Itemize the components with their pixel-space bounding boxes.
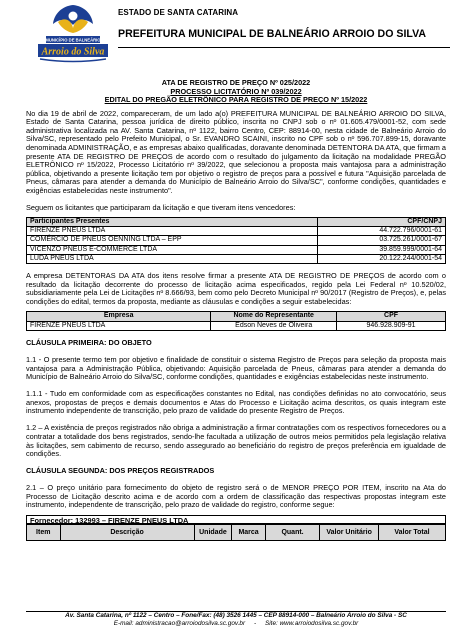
participants-header-name: Participantes Presentes [27, 218, 318, 227]
logo-top-text: MUNICÍPIO DE BALNEÁRIO [45, 37, 101, 43]
empresa-cpf: 946.928.909-91 [337, 321, 446, 330]
footer-email: E-mail: administracao@arroiodosilva.sc.gov.br [113, 620, 246, 628]
clausula1-title: CLÁUSULA PRIMEIRA: DO OBJETO [26, 338, 152, 348]
state-name: ESTADO DE SANTA CATARINA [118, 8, 239, 17]
items-header-unit: Unidade [194, 525, 232, 541]
document-body [26, 79, 446, 541]
participant-cnpj: 44.722.796/0001-61 [318, 227, 446, 236]
empresa-company: FIRENZE PNEUS LTDA [27, 321, 211, 330]
empresa-table [26, 311, 446, 330]
header-divider [118, 47, 450, 48]
items-table [26, 524, 446, 541]
participant-name: LUDA PNEUS LTDA [27, 254, 318, 263]
table-row [27, 227, 446, 236]
table-row [27, 236, 446, 245]
footer-contact [26, 620, 446, 628]
logo-main-text: Arroio do Silva [41, 46, 105, 58]
table-row [27, 321, 446, 330]
participant-cnpj: 39.859.999/0001-64 [318, 245, 446, 254]
letterhead [118, 8, 426, 40]
empresa-header-cpf: CPF [337, 312, 446, 321]
clausula2-title: CLÁUSULA SEGUNDA: DOS PREÇOS REGISTRADOS [26, 466, 215, 476]
participants-table [26, 217, 446, 263]
document-title [26, 79, 446, 105]
participants-header-cnpj: CPF/CNPJ [318, 218, 446, 227]
footer [26, 612, 446, 629]
items-header-brand: Marca [232, 525, 266, 541]
title-processo: PROCESSO LICITATÓRIO Nº 039/2022 [170, 86, 302, 96]
participant-name: FIRENZE PNEUS LTDA [27, 227, 318, 236]
fornecedor-label: Fornecedor: 132993 – FIRENZE PNEUS LTDA [26, 515, 446, 525]
title-ata: ATA DE REGISTRO DE PREÇO Nº 025/2022 [161, 78, 311, 87]
title-edital: EDITAL DO PREGÃO ELETRÔNICO PARA REGISTRO DE PREÇO Nº 15/2022 [104, 95, 368, 105]
clausula2-1: 2.1 – O preço unitário para fornecimento do objeto de registro será o de MENOR PREÇO POR ITEM, inscrito na Ata do Processo de Licitação descrito acima e de acordo com a ordem de classificação das respectivas propostas integram este instrumento, independente de transcrição, pelo prazo de validade do registro, conforme segue: [26, 483, 446, 510]
items-header-description: Descrição [60, 525, 194, 541]
prefeitura-name: PREFEITURA MUNICIPAL DE BALNEÁRIO ARROIO DO SILVA [118, 28, 427, 40]
empresa-representative: Edson Neves de Oliveira [211, 321, 337, 330]
table-row [27, 245, 446, 254]
participant-name: VICENZO PNEUS E-COMMERCE LTDA [27, 245, 318, 254]
clausula1-1: 1.1 - O presente termo tem por objetivo e finalidade de constituir o sistema Registro de Preços para seleção da proposta mais vantajosa para a Administração Pública, objetivando: Aquisição parcelada de Pneus, câmaras para atender a demanda do Município de Balneário Arroio do Silva/SC, conforme condições, quantidades e exigências estabelecidas neste instrumento. [26, 355, 446, 382]
participant-cnpj: 03.725.261/0001-67 [318, 236, 446, 245]
clausula1-2: 1.2 – A existência de preços registrados não obriga a administração a firmar contratações com os respectivos fornecedores ou a contratar a totalidade dos bens registrados, sendo-lhe facultada a utilização de outros meios permitidos pela legislação relativa às licitações, sem cabimento de recurso, sendo assegurado ao beneficiário do registro de preços preferência em igualdade de condições. [26, 423, 446, 459]
empresa-header-representative: Nome do Representante [211, 312, 337, 321]
items-header-quantity: Quant. [265, 525, 319, 541]
clausula1-1-1: 1.1.1 - Tudo em conformidade com as especificações constantes no Edital, nas condições definidas no ato convocatório, seus anexos, propostas de preços e demais documentos e Atas do Processo e Licitação acima descritos, os quais integram este instrumento independente de transcrição, pelo prazo de validade do presente Registro de Preços. [26, 389, 446, 416]
empresa-header-company: Empresa [27, 312, 211, 321]
items-header-item: Item [27, 525, 61, 541]
footer-separator: - [253, 620, 257, 628]
intro-paragraph: No dia 19 de abril de 2022, compareceram, de um lado a(o) PREFEITURA MUNICIPAL DE BALNEÁRIO ARROIO DO SILVA, Estado de Santa Catarina, pessoa jurídica de direito público, inscrita no CNPJ sob o nº 01.605.479/0001-52, com sede administrativa localizada na AV. Santa Catarina, nº 1122, bairro Centro, CEP: 88914-00, nesta cidade de Balneário Arroio do Silva/SC, representado pelo Prefeito Municipal, o Sr. EVANDRO SCAINI, inscrito no CPF sob o nº 596.707.899-15, doravante denominada ADMINISTRAÇÃO, e as empresas abaixo qualificadas, doravante denominada DETENTORA DA ATA, que firmam a presente ATA DE REGISTRO DE PREÇOS de acordo com o resultado do julgamento da licitação na modalidade PREGÃO ELETRÔNICO nº 15/2022, Processo Licitatório nº 39/2022, que selecionou a proposta mais vantajosa para a administração pública, objetivando a presente licitação tem por objetivo o registro de preços para a possível e futura "Aquisição parcelada de Pneus, câmaras para atender a demanda do Município de Balneário Arroio do Silva/SC", conforme condições, quantidades e exigências estabelecidas neste instrumento". [26, 108, 446, 195]
table-row [27, 254, 446, 263]
participants-intro: Seguem os licitantes que participaram da licitação e que tiveram itens vencedores: [26, 202, 296, 212]
footer-site: Site: www.arroiodosilva.sc.gov.br [265, 620, 359, 628]
participant-name: COMÉRCIO DE PNEUS OENNING LTDA – EPP [27, 236, 318, 245]
items-header-unit-value: Valor Unitário [320, 525, 379, 541]
municipal-logo [26, 2, 120, 64]
detentora-paragraph: A empresa DETENTORAS DA ATA dos itens resolve firmar a presente ATA DE REGISTRO DE PREÇOS de acordo com o resultado da licitação decorrente do processo de licitação acima especificados, regido pela Lei Federal nº 10.520/02, subsidiariamente pela Lei de Licitações nº 8.666/93, bem como pelo Decreto Municipal nº 90/2017 (Registro de Preços), e, pelas condições do edital, termos da proposta, mediante as cláusulas e condições a seguir estabelecidas: [26, 271, 446, 306]
participant-cnpj: 20.122.244/0001-54 [318, 254, 446, 263]
footer-address: Av. Santa Catarina, nº 1122 – Centro – Fone/Fax: (48) 3526 1445 – CEP 88914-000 – Balneário Arroio do Silva - SC [65, 612, 407, 619]
items-header-total-value: Valor Total [378, 525, 445, 541]
